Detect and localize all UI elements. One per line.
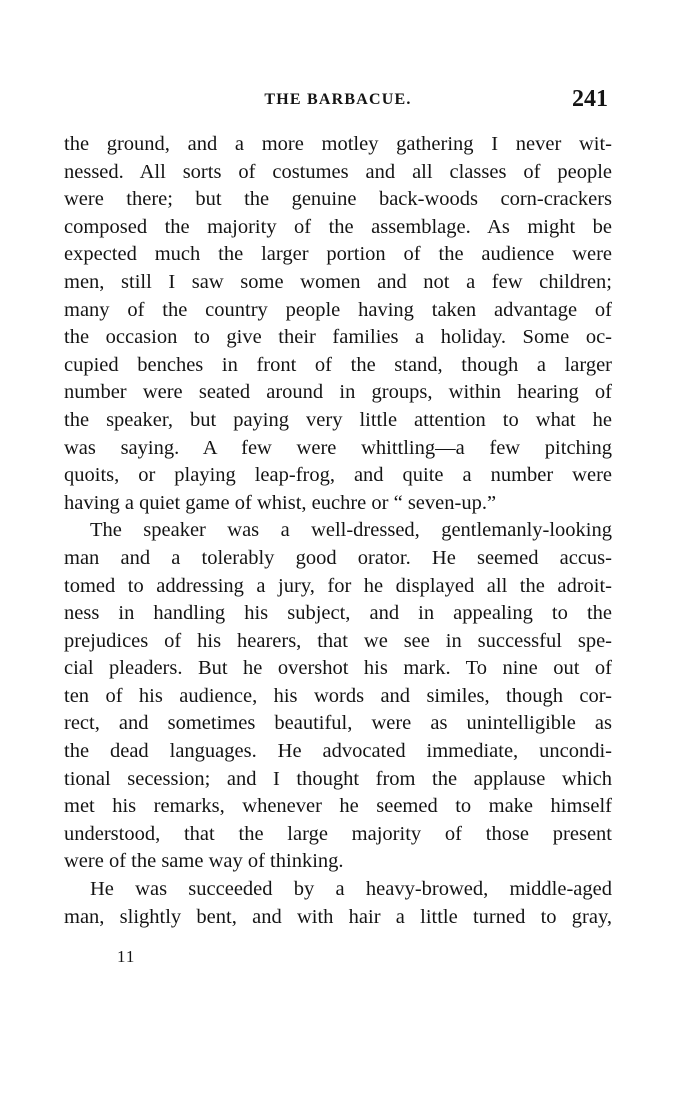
text-line: man and a tolerably good orator. He seemed accus- [64,546,612,569]
text-line: met his remarks, whenever he seemed to make himself [64,795,612,818]
text-line: the occasion to give their families a holiday. Some oc- [64,326,612,349]
text-line: many of the country people having taken advantage of [64,298,612,321]
text-line: composed the majority of the assemblage. As might be [64,215,612,238]
text-line: quoits, or playing leap-frog, and quite a number were [64,464,612,487]
text-line: the speaker, but paying very little attention to what he [64,408,612,431]
signature-mark: 11 [117,947,136,966]
text-line: tional secession; and I thought from the applause which [64,767,612,790]
text-line: nessed. All sorts of costumes and all classes of people [64,160,612,183]
text-line: men, still I saw some women and not a few children; [64,270,612,293]
text-line: the ground, and a more motley gathering I never wit- [64,133,612,155]
text-line: were of the same way of thinking. [64,850,344,873]
text-line: The speaker was a well-dressed, gentlemanly-looking [90,519,612,542]
body-text [64,131,612,931]
text-line: rect, and sometimes beautiful, were as unintelligible as [64,712,612,735]
text-line: man, slightly bent, and with hair a little turned to gray, [64,905,612,928]
text-line: was saying. A few were whittling—a few pitching [64,436,612,459]
text-line: cupied benches in front of the stand, though a larger [64,353,612,376]
text-line: cial pleaders. But he overshot his mark. To nine out of [64,657,612,680]
running-title: THE BARBACUE. [264,91,412,108]
text-line: number were seated around in groups, within hearing of [64,381,612,404]
text-line: the dead languages. He advocated immediate, uncondi- [64,740,612,763]
paragraph [64,876,612,931]
text-line: tomed to addressing a jury, for he displayed all the adroit- [64,574,612,597]
paragraph [64,131,612,517]
text-line: were there; but the genuine back-woods corn-crackers [64,188,612,211]
text-line: ten of his audience, his words and similes, though cor- [64,684,612,707]
text-line: prejudices of his hearers, that we see in successful spe- [64,629,612,652]
text-line: having a quiet game of whist, euchre or “ seven-up.” [64,491,497,514]
page-header [64,88,612,118]
text-line: He was succeeded by a heavy-browed, middle-aged [90,878,612,901]
text-line: expected much the larger portion of the audience were [64,243,612,266]
text-line: understood, that the large majority of those present [64,822,612,845]
page-number: 241 [572,86,608,112]
paragraph [64,517,612,876]
text-line: ness in handling his subject, and in appealing to the [64,602,612,625]
